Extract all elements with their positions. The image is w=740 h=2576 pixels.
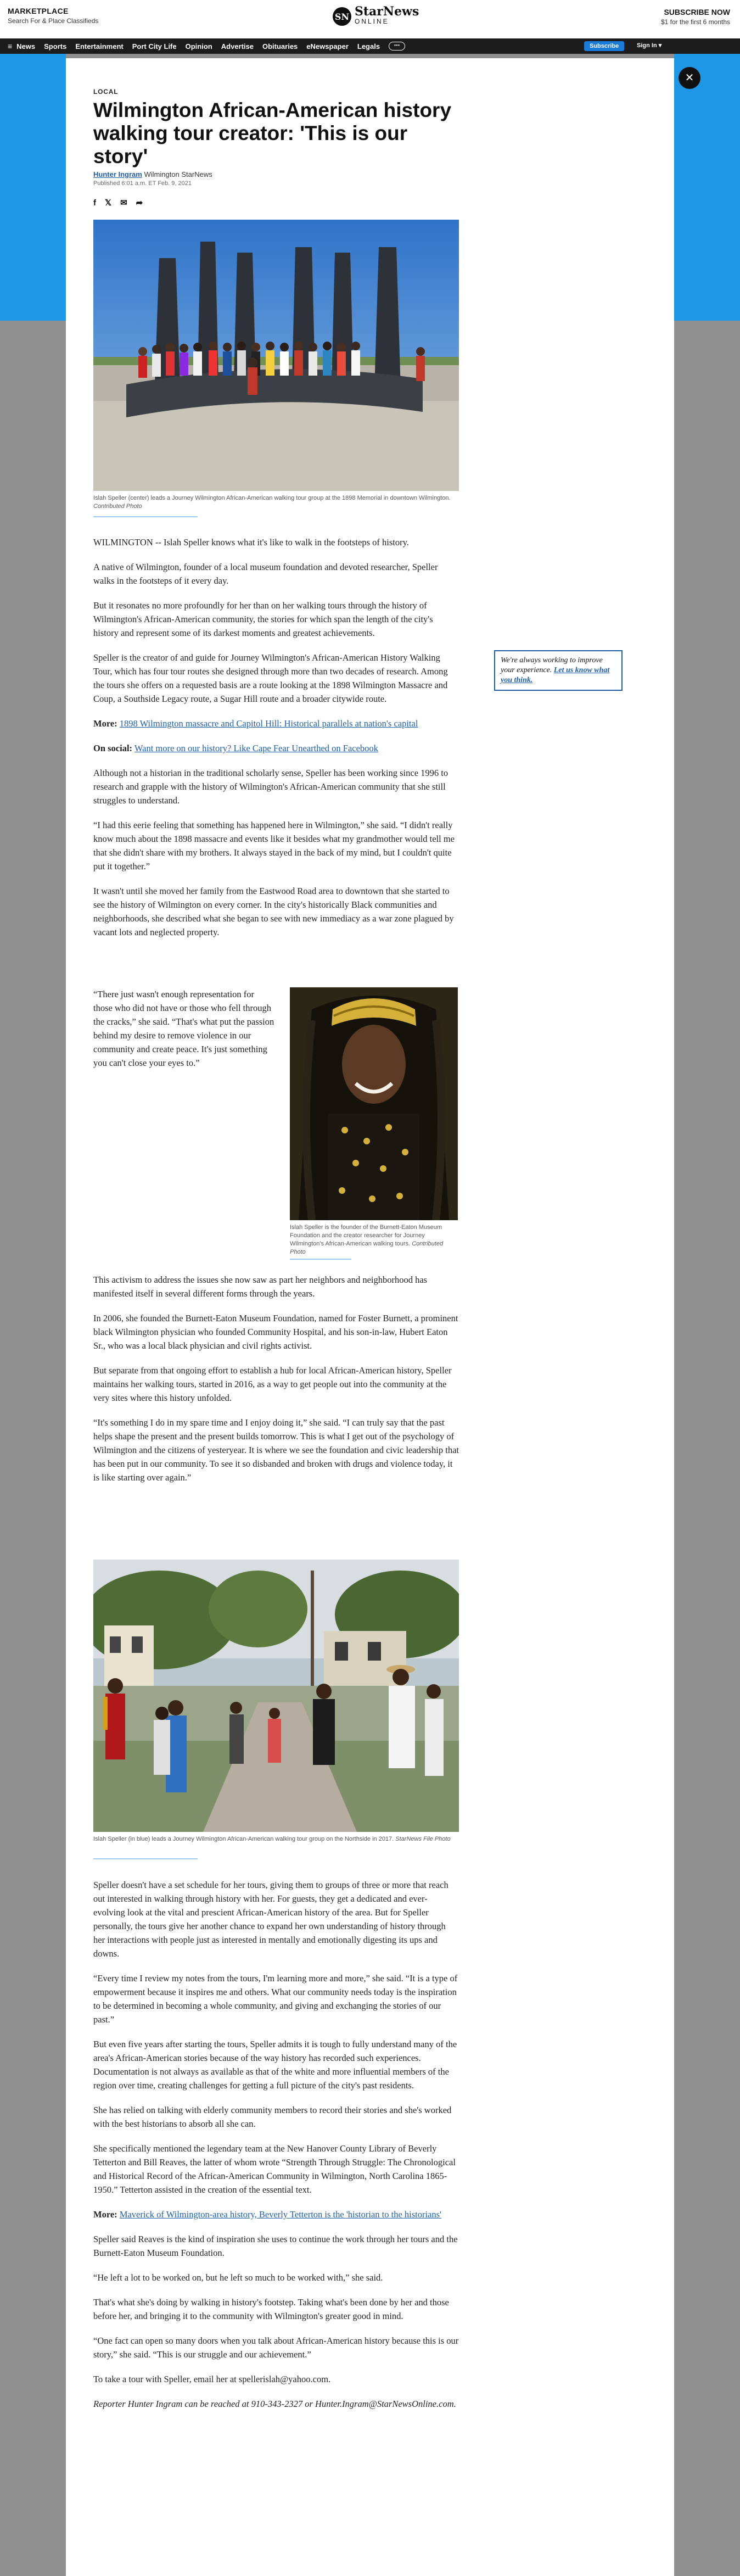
marketplace-title: MARKETPLACE <box>8 7 69 15</box>
subscribe-now-title: SUBSCRIBE NOW <box>664 8 730 16</box>
title-wrap <box>93 99 459 168</box>
nav-item-news[interactable]: News <box>16 42 36 51</box>
nav-item-advertise[interactable]: Advertise <box>221 42 254 51</box>
subscribe-button[interactable]: Subscribe <box>584 41 624 51</box>
more-label: More: <box>93 718 117 729</box>
masthead <box>0 0 740 38</box>
paragraph: Although not a historian in the traditional scholarly sense, Speller has been working since 1996 to research and grapple with the history of Wilmington's African-American community that she still struggles to understand. <box>93 768 449 806</box>
photo-northside-tour[interactable] <box>93 1560 459 1832</box>
ad-panel-right <box>674 54 740 321</box>
more-link-row <box>93 717 459 730</box>
share-bar <box>93 198 459 208</box>
article-body-3 <box>93 1273 459 1484</box>
paragraph: WILMINGTON -- Islah Speller knows what it's like to walk in the footsteps of history. <box>93 537 409 547</box>
paragraph: “He left a lot to be worked on, but he left so much to be worked with,” she said. <box>93 2272 383 2283</box>
feedback-box <box>494 650 623 691</box>
caption-divider <box>93 516 198 517</box>
article-body-2 <box>93 987 274 1070</box>
social-link-row <box>93 741 459 755</box>
paragraph: “I had this eerie feeling that something has happened here in Wilmington,” she said. “I didn't really know much about the 1898 massacre and events like it besides what my grandmother would tell me that she didn't share with my brothers. It always stayed in the back of my mind, but I couldn't quite put it together.” <box>93 820 455 871</box>
page-title: Wilmington African-American history walking tour creator: 'This is our story' <box>93 99 452 167</box>
nav-item-entertainment[interactable]: Entertainment <box>75 42 124 51</box>
feedback-link[interactable]: Let us know what you think. <box>501 666 610 684</box>
social-link[interactable]: Want more on our history? Like Cape Fear Unearthed on Facebook <box>134 743 378 753</box>
caption-3 <box>93 1835 459 1843</box>
paragraph: But even five years after starting the tours, Speller admits it is tough to fully understand many of the area's African-American stories because of the way history has recorded such experiences. Documentation is not always as available as that of the white and more influential members of the region over time, creating challenges for getting a full picture of the city's past residents. <box>93 2039 457 2091</box>
paragraph: It wasn't until she moved her family from the Eastwood Road area to downtown that she started to see the history of Wilmington on every corner. In the city's historically Black communities and neighborhoods, she described what she began to see with new immediacy as a war zone plagued by vacant lots and neglected property. <box>93 886 454 937</box>
subscribe-offer: $1 for the first 6 months <box>660 18 730 26</box>
article-body-4 <box>93 1878 459 2411</box>
facebook-icon[interactable]: f <box>93 198 96 208</box>
nav-item-obituaries[interactable]: Obituaries <box>262 42 298 51</box>
paragraph: This activism to address the issues she now saw as part her neighbors and neighborhood has manifested itself in several different forms through the years. <box>93 1275 428 1299</box>
published-date: Published 6:01 a.m. ET Feb. 9, 2021 <box>93 180 192 187</box>
x-icon[interactable]: 𝕏 <box>105 198 112 208</box>
more-link[interactable]: 1898 Wilmington massacre and Capitol Hill: Historical parallels at nation's capital <box>119 718 418 729</box>
author-link[interactable]: Hunter Ingram <box>93 170 142 178</box>
more-label: More: <box>93 2209 117 2220</box>
caption-1-credit: Contributed Photo <box>93 503 142 510</box>
paragraph: Speller doesn't have a set schedule for her tours, giving them to groups of three or more that reach out interested in walking through history with her. For guests, they get a dedicated and ever-evolving look at the vital and prescient African-American history of the area. But for Speller personally, the tours give her another chance to expand her own understanding of history through her interactions with people just as interested in mentally and emotionally digesting its ups and downs. <box>93 1880 449 1959</box>
marketplace-link[interactable] <box>8 7 98 25</box>
social-label: On social: <box>93 743 133 753</box>
marketplace-subtitle: Search For & Place Classifieds <box>8 17 99 25</box>
paragraph: She has relied on talking with elderly community members to record their stories and she's worked with the best historians to absorb all she can. <box>93 2105 452 2129</box>
photo-memorial-tour[interactable] <box>93 220 459 491</box>
nav-item-port-city-life[interactable]: Port City Life <box>132 42 177 51</box>
article-body-1 <box>93 535 459 939</box>
menu-icon[interactable]: ≡ <box>8 42 13 51</box>
paragraph: “One fact can open so many doors when you talk about African-American history because this is our story,” she said. “This is our struggle and our achievement.” <box>93 2335 459 2360</box>
nav-item-enewspaper[interactable]: eNewspaper <box>306 42 349 51</box>
section-label[interactable]: LOCAL <box>93 88 119 96</box>
paragraph: In 2006, she founded the Burnett-Eaton Museum Foundation, named for Foster Burnett, a prominent black Wilmington physician who founded Community Hospital, and his son-in-law, Hubert Eaton Sr., who was a local black physician and civil rights activist. <box>93 1313 458 1351</box>
byline <box>93 170 459 187</box>
email-icon[interactable]: ✉ <box>120 198 127 208</box>
subscribe-now-link[interactable] <box>661 8 730 26</box>
outlet-name: Wilmington StarNews <box>144 170 212 178</box>
caption-2-text: Islah Speller is the founder of the Burnett-Eaton Museum Foundation and the creator researcher for Journey Wilmington's African-American walking tours. <box>290 1224 442 1247</box>
caption-divider <box>290 1259 351 1260</box>
photo-portrait[interactable] <box>290 987 458 1220</box>
more-link-row-2 <box>93 2208 459 2221</box>
close-icon[interactable]: ✕ <box>679 67 700 89</box>
caption-2 <box>290 1223 458 1256</box>
more-link-2[interactable]: Maverick of Wilmington-area history, Beverly Tetterton is the 'historian to the historians' <box>119 2209 442 2220</box>
forward-icon[interactable]: ➦ <box>136 198 143 208</box>
paragraph: A native of Wilmington, founder of a local museum foundation and devoted researcher, Speller walks in the footsteps of it every day. <box>93 562 438 586</box>
memorial-photo-art <box>93 220 459 491</box>
nav-item-legals[interactable]: Legals <box>357 42 380 51</box>
paragraph: But it resonates no more profoundly for her than on her walking tours through the history of Wilmington's African-American community, the stories for which span the length of the city's history and represent some of its darkest moments and greatest achievements. <box>93 600 433 638</box>
paragraph: She specifically mentioned the legendary team at the New Hanover County Library of Beverly Tetterton and Bill Reaves, the latter of whom wrote “Strength Through Struggle: The Chronological and Historical Record of the African-American Community in Wilmington, North Carolina 1865-1950.” Tetterton assisted in the creation of the essential text. <box>93 2143 456 2195</box>
nav-item-sports[interactable]: Sports <box>44 42 67 51</box>
paragraph: But separate from that ongoing effort to establish a hub for local African-American history, Speller maintains her walking tours, started in 2016, as a way to get people out into the community at the very sites where this history unfolded. <box>93 1365 452 1403</box>
portrait-photo-art <box>290 987 458 1220</box>
paragraph: Speller is the creator of and guide for Journey Wilmington's African-American History Walking Tour, which has four tour routes she designed through more than two decades of research. Among the tours she offers on a requested basis are a route looking at the 1898 Wilmington Massacre and Coup, a Southside Legacy route, a Sugar Hill route and a broader citywide route. <box>93 652 448 704</box>
paragraph: To take a tour with Speller, email her at spellerislah@yahoo.com. <box>93 2374 331 2384</box>
northside-photo-art <box>93 1560 459 1832</box>
article-header <box>93 88 459 96</box>
feedback-text: We're always working to improve your experience. <box>501 656 603 674</box>
author-note: Reporter Hunter Ingram can be reached at 910-343-2327 or Hunter.Ingram@StarNewsOnline.com. <box>93 2399 456 2409</box>
caption-3-credit: StarNews File Photo <box>395 1836 451 1842</box>
caption-1 <box>93 494 459 511</box>
logo-mark: SN <box>333 7 351 26</box>
caption-1-text: Islah Speller (center) leads a Journey Wilmington African-American walking tour group at the 1898 Memorial in downtown Wilmington. <box>93 495 451 501</box>
caption-2-credit: Contributed Photo <box>290 1240 444 1255</box>
caption-3-text: Islah Speller (in blue) leads a Journey Wilmington African-American walking tour group on the Northside in 2017. <box>93 1836 394 1842</box>
paragraph: “There just wasn't enough representation for those who did not have or those who fell through the cracks,” she said. “That's what put the passion behind my desire to remove violence in our community and create peace. It's just something you can't close your eyes to.” <box>93 989 274 1068</box>
main-nav <box>0 38 740 54</box>
sign-in-button[interactable]: Sign In ▾ <box>637 42 662 49</box>
paragraph: Speller said Reaves is the kind of inspiration she uses to continue the work through her tours and the Burnett-Eaton Museum Foundation. <box>93 2234 458 2258</box>
caption-divider <box>93 1858 198 1859</box>
logo-wordmark <box>355 4 419 26</box>
ad-panel-left <box>0 54 66 321</box>
paragraph: That's what she's doing by walking in history's footstep. Taking what's been done by her and those before her, and bringing it to the community with Wilmington's greater good in mind. <box>93 2297 449 2321</box>
paragraph: “Every time I review my notes from the tours, I'm learning more and more,” she said. “It is a type of empowerment because it inspires me and others. What our community needs today is the inspiration to be determined in becoming a whole community, and giving and exchanging the stories of our past.” <box>93 1973 458 2025</box>
logo-sub: ONLINE <box>355 18 389 25</box>
logo-name: StarNews <box>355 4 419 19</box>
site-logo[interactable] <box>333 4 419 26</box>
nav-item-opinion[interactable]: Opinion <box>185 42 212 51</box>
paragraph: “It's something I do in my spare time and I enjoy doing it,” she said. “I can truly say that the past helps shape the present and the present builds tomorrow. This is what I get out of the psychology of Wilmington and the citizens of yesteryear. It is where we see the foundation and civic leadership that has been put in our community. To see it so disbanded and broken with drugs and violence today, it is like starting over again.” <box>93 1417 459 1483</box>
more-nav-button[interactable]: ••• <box>389 42 405 51</box>
